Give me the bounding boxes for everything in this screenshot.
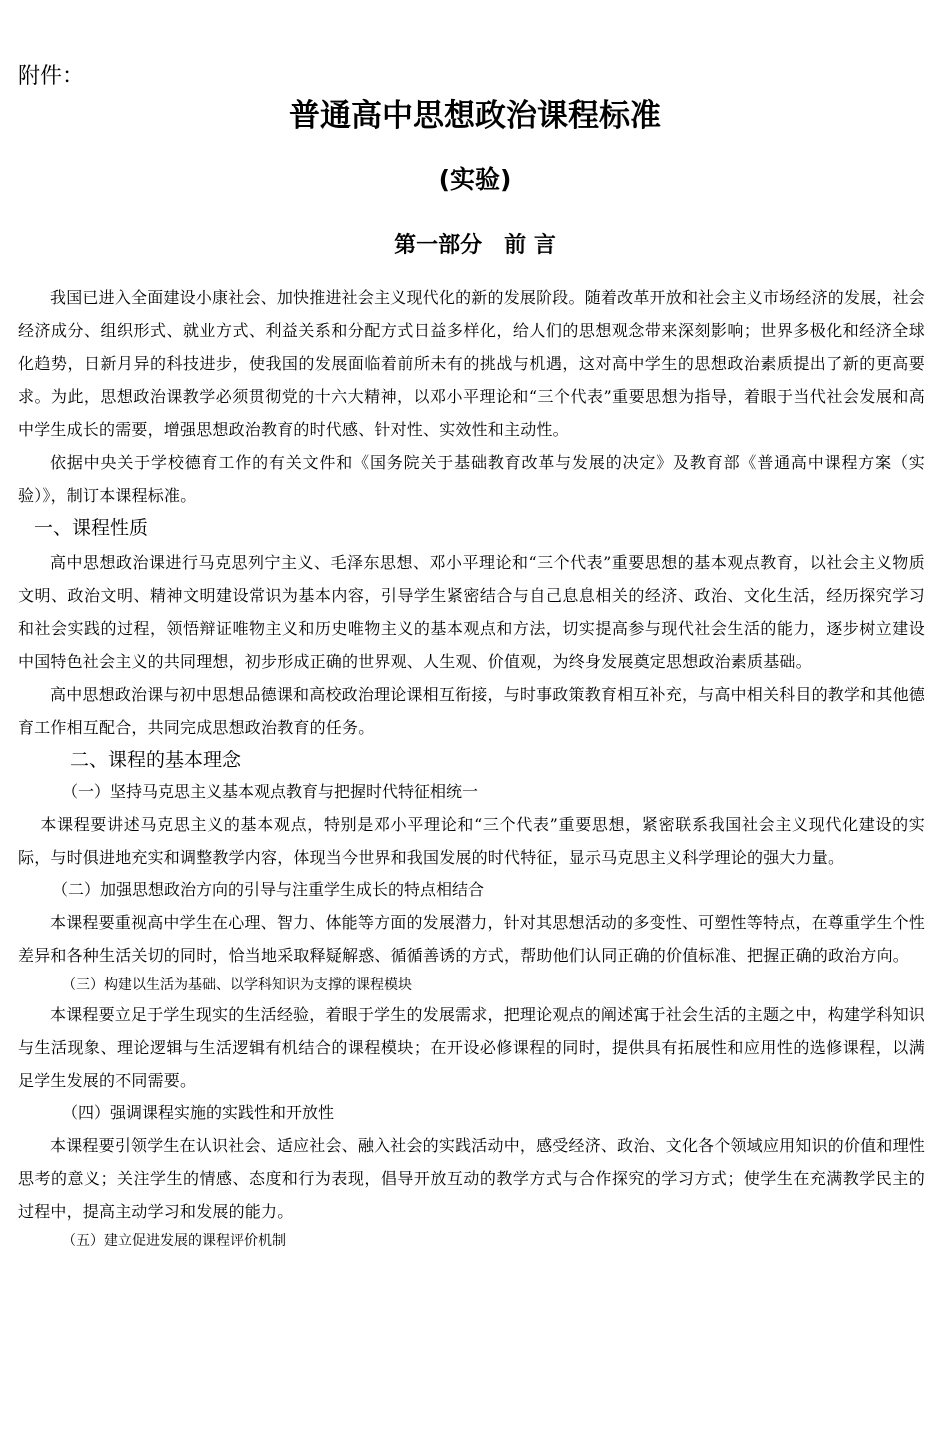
document-subtitle: (实验): [438, 165, 512, 194]
paragraph-nature-2: 高中思想政治课与初中思想品德课和高校政治理论课相互衔接，与时事政策教育相互补充，与高中相关科目的教学和其他德育工作相互配合，共同完成思想政治教育的任务。: [18, 685, 925, 737]
paragraph-concept-2: 本课程要重视高中学生在心理、智力、体能等方面的发展潜力，针对其思想活动的多变性、可塑性等特点，在尊重学生个性差异和各种生活关切的同时，恰当地采取释疑解惑、循循善诱的方式，帮助他们认同正确的价值标准、把握正确的政治方向。: [18, 913, 925, 965]
document-title: 普通高中思想政治课程标准: [289, 98, 661, 134]
paragraph-concept-4: 本课程要引领学生在认识社会、适应社会、融入社会的实践活动中，感受经济、政治、文化各个领域应用知识的价值和理性思考的意义；关注学生的情感、态度和行为表现，倡导开放互动的教学方式与合作探究的学习方式；使学生在充满教学民主的过程中，提高主动学习和发展的能力。: [18, 1136, 925, 1221]
subsection-heading-4: （四）强调课程实施的实践性和开放性: [62, 1103, 335, 1122]
paragraph-nature-1: 高中思想政治课进行马克思列宁主义、毛泽东思想、邓小平理论和“三个代表”重要思想的基本观点教育，以社会主义物质文明、政治文明、精神文明建设常识为基本内容，引导学生紧密结合与自己息息相关的经济、政治、文化生活，经历探究学习和社会实践的过程，领悟辩证唯物主义和历史唯物主义的基本观点和方法，切实提高参与现代社会生活的能力，逐步树立建设中国特色社会主义的共同理想，初步形成正确的世界观、人生观、价值观，为终身发展奠定思想政治素质基础。: [18, 553, 925, 671]
subsection-heading-2: （二）加强思想政治方向的引导与注重学生成长的特点相结合: [52, 880, 485, 899]
paragraph-concept-3: 本课程要立足于学生现实的生活经验，着眼于学生的发展需求，把理论观点的阐述寓于社会生活的主题之中，构建学科知识与生活现象、理论逻辑与生活逻辑有机结合的课程模块；在开设必修课程的同时，提供具有拓展性和应用性的选修课程，以满足学生发展的不同需要。: [18, 1005, 925, 1090]
subsection-heading-1: （一）坚持马克思主义基本观点教育与把握时代特征相统一: [62, 782, 479, 801]
subsection-heading-5: （五）建立促进发展的课程评价机制: [62, 1233, 286, 1249]
part-name: 前 言: [504, 233, 556, 258]
part-heading: [0, 230, 950, 262]
paragraph-concept-1: 本课程要讲述马克思主义的基本观点，特别是邓小平理论和“三个代表”重要思想，紧密联系我国社会主义现代化建设的实际，与时俱进地充实和调整教学内容，体现当今世界和我国发展的时代特征，显示马克思主义科学理论的强大力量。: [18, 815, 925, 867]
document-body: [18, 281, 925, 1254]
paragraph-preface-2: 依据中央关于学校德育工作的有关文件和《国务院关于基础教育改革与发展的决定》及教育部《普通高中课程方案（实验）》，制订本课程标准。: [18, 453, 925, 505]
section-heading-concepts: 二、课程的基本理念: [70, 749, 242, 771]
section-heading-nature: 一、课程性质: [34, 517, 149, 539]
subsection-heading-3: （三）构建以生活为基础、以学科知识为支撑的课程模块: [62, 977, 412, 993]
attachment-label: 附件：: [18, 64, 85, 89]
part-label: 第一部分: [394, 233, 483, 258]
paragraph-preface-1: 我国已进入全面建设小康社会、加快推进社会主义现代化的新的发展阶段。随着改革开放和社会主义市场经济的发展，社会经济成分、组织形式、就业方式、利益关系和分配方式日益多样化，给人们的思想观念带来深刻影响；世界多极化和经济全球化趋势，日新月异的科技进步，使我国的发展面临着前所未有的挑战与机遇，这对高中学生的思想政治素质提出了新的更高要求。为此，思想政治课教学必须贯彻党的十六大精神，以邓小平理论和“三个代表”重要思想为指导，着眼于当代社会发展和高中学生成长的需要，增强思想政治教育的时代感、针对性、实效性和主动性。: [18, 288, 925, 439]
